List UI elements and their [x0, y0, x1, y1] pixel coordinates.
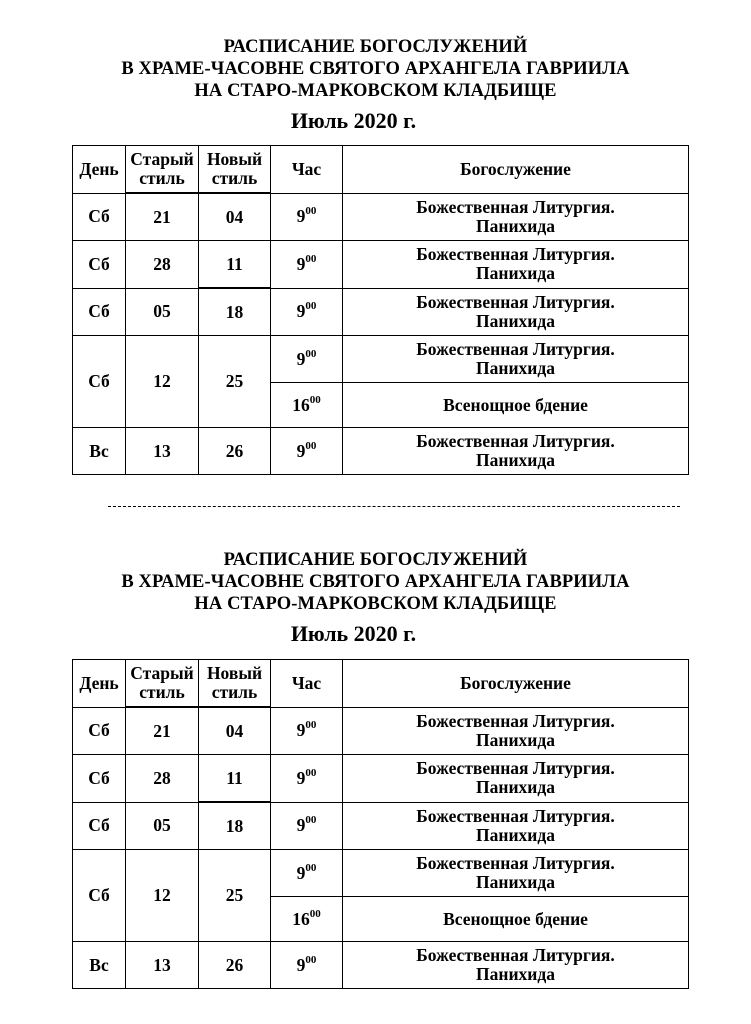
schedule-heading-1 — [0, 36, 751, 133]
table-row — [73, 707, 689, 755]
cell-old: 13 — [126, 428, 199, 475]
schedule-table-1 — [72, 145, 689, 475]
title-line-1: РАСПИСАНИЕ БОГОСЛУЖЕНИЙ — [223, 37, 528, 57]
header-day: День — [73, 660, 126, 708]
cell-day: Сб — [73, 193, 126, 241]
cell-old: 28 — [126, 241, 199, 289]
cell-new: 04 — [199, 707, 271, 755]
cell-service: Божественная Литургия. Панихида — [343, 942, 689, 989]
header-service: Богослужение — [343, 660, 689, 708]
cell-hour: $9^{00}$ — [271, 802, 343, 850]
title-line-2: В ХРАМЕ-ЧАСОВНЕ СВЯТОГО АРХАНГЕЛА ГАВРИИЛА — [121, 572, 630, 592]
schedule-table-2 — [72, 659, 689, 989]
cell-hour: $9^{00}$ — [271, 942, 343, 989]
cell-new: 25 — [199, 336, 271, 428]
cell-old: 13 — [126, 942, 199, 989]
table-row — [73, 942, 689, 989]
cell-old: 21 — [126, 193, 199, 241]
table-row — [73, 850, 689, 897]
cell-hour: $16^{00}$ — [271, 897, 343, 942]
header-service: Богослужение — [343, 146, 689, 194]
cell-day: Вс — [73, 942, 126, 989]
cell-service: Божественная Литургия. Панихида — [343, 428, 689, 475]
cell-hour: $16^{00}$ — [271, 383, 343, 428]
header-new-style: Новый стиль — [199, 146, 271, 194]
cell-old: 05 — [126, 802, 199, 850]
cell-service: Божественная Литургия. Панихида — [343, 193, 689, 241]
cell-service: Божественная Литургия. Панихида — [343, 755, 689, 803]
header-hour: Час — [271, 660, 343, 708]
cell-hour: $9^{00}$ — [271, 336, 343, 383]
cell-day: Сб — [73, 241, 126, 289]
cell-day: Сб — [73, 802, 126, 850]
header-old-style: Старый стиль — [126, 146, 199, 194]
cell-new: 25 — [199, 850, 271, 942]
cell-new: 18 — [199, 802, 271, 850]
title-line-3: НА СТАРО-МАРКОВСКОМ КЛАДБИЩЕ — [194, 594, 557, 614]
table-row — [73, 802, 689, 850]
cell-new: 11 — [199, 755, 271, 803]
title-line-2: В ХРАМЕ-ЧАСОВНЕ СВЯТОГО АРХАНГЕЛА ГАВРИИЛА — [121, 59, 630, 79]
cell-hour: $9^{00}$ — [271, 850, 343, 897]
schedule-heading-2 — [0, 549, 751, 646]
cell-new: 11 — [199, 241, 271, 289]
month-title: Июль 2020 г. — [290, 108, 417, 133]
cell-hour: $9^{00}$ — [271, 755, 343, 803]
cell-day: Сб — [73, 707, 126, 755]
cell-hour: $9^{00}$ — [271, 241, 343, 289]
cut-divider — [108, 506, 680, 507]
cell-new: 26 — [199, 428, 271, 475]
cell-new: 26 — [199, 942, 271, 989]
cell-day: Вс — [73, 428, 126, 475]
table-row — [73, 193, 689, 241]
cell-service: Божественная Литургия. Панихида — [343, 707, 689, 755]
cell-old: 05 — [126, 288, 199, 336]
cell-service: Божественная Литургия. Панихида — [343, 336, 689, 383]
cell-old: 21 — [126, 707, 199, 755]
title-line-3: НА СТАРО-МАРКОВСКОМ КЛАДБИЩЕ — [194, 81, 557, 101]
cell-new: 18 — [199, 288, 271, 336]
cell-new: 04 — [199, 193, 271, 241]
cell-day: Сб — [73, 288, 126, 336]
table-header-row — [73, 660, 689, 708]
cell-old: 12 — [126, 336, 199, 428]
cell-day: Сб — [73, 336, 126, 428]
cell-hour: $9^{00}$ — [271, 707, 343, 755]
cell-service: Божественная Литургия. Панихида — [343, 241, 689, 289]
cell-hour: $9^{00}$ — [271, 428, 343, 475]
cell-old: 12 — [126, 850, 199, 942]
cell-service: Божественная Литургия. Панихида — [343, 850, 689, 897]
header-hour: Час — [271, 146, 343, 194]
header-new-style: Новый стиль — [199, 660, 271, 708]
title-line-1: РАСПИСАНИЕ БОГОСЛУЖЕНИЙ — [223, 550, 528, 570]
table-row — [73, 755, 689, 803]
cell-day: Сб — [73, 850, 126, 942]
table-row — [73, 428, 689, 475]
cell-service: Божественная Литургия. Панихида — [343, 802, 689, 850]
table-row — [73, 288, 689, 336]
cell-hour: $9^{00}$ — [271, 288, 343, 336]
header-day: День — [73, 146, 126, 194]
cell-service: Божественная Литургия. Панихида — [343, 288, 689, 336]
cell-service: Всенощное бдение — [343, 897, 689, 942]
cell-hour: $9^{00}$ — [271, 193, 343, 241]
header-old-style: Старый стиль — [126, 660, 199, 708]
cell-old: 28 — [126, 755, 199, 803]
cell-day: Сб — [73, 755, 126, 803]
table-header-row — [73, 146, 689, 194]
month-title: Июль 2020 г. — [290, 621, 417, 646]
cell-service: Всенощное бдение — [343, 383, 689, 428]
table-row — [73, 241, 689, 289]
table-row — [73, 336, 689, 383]
